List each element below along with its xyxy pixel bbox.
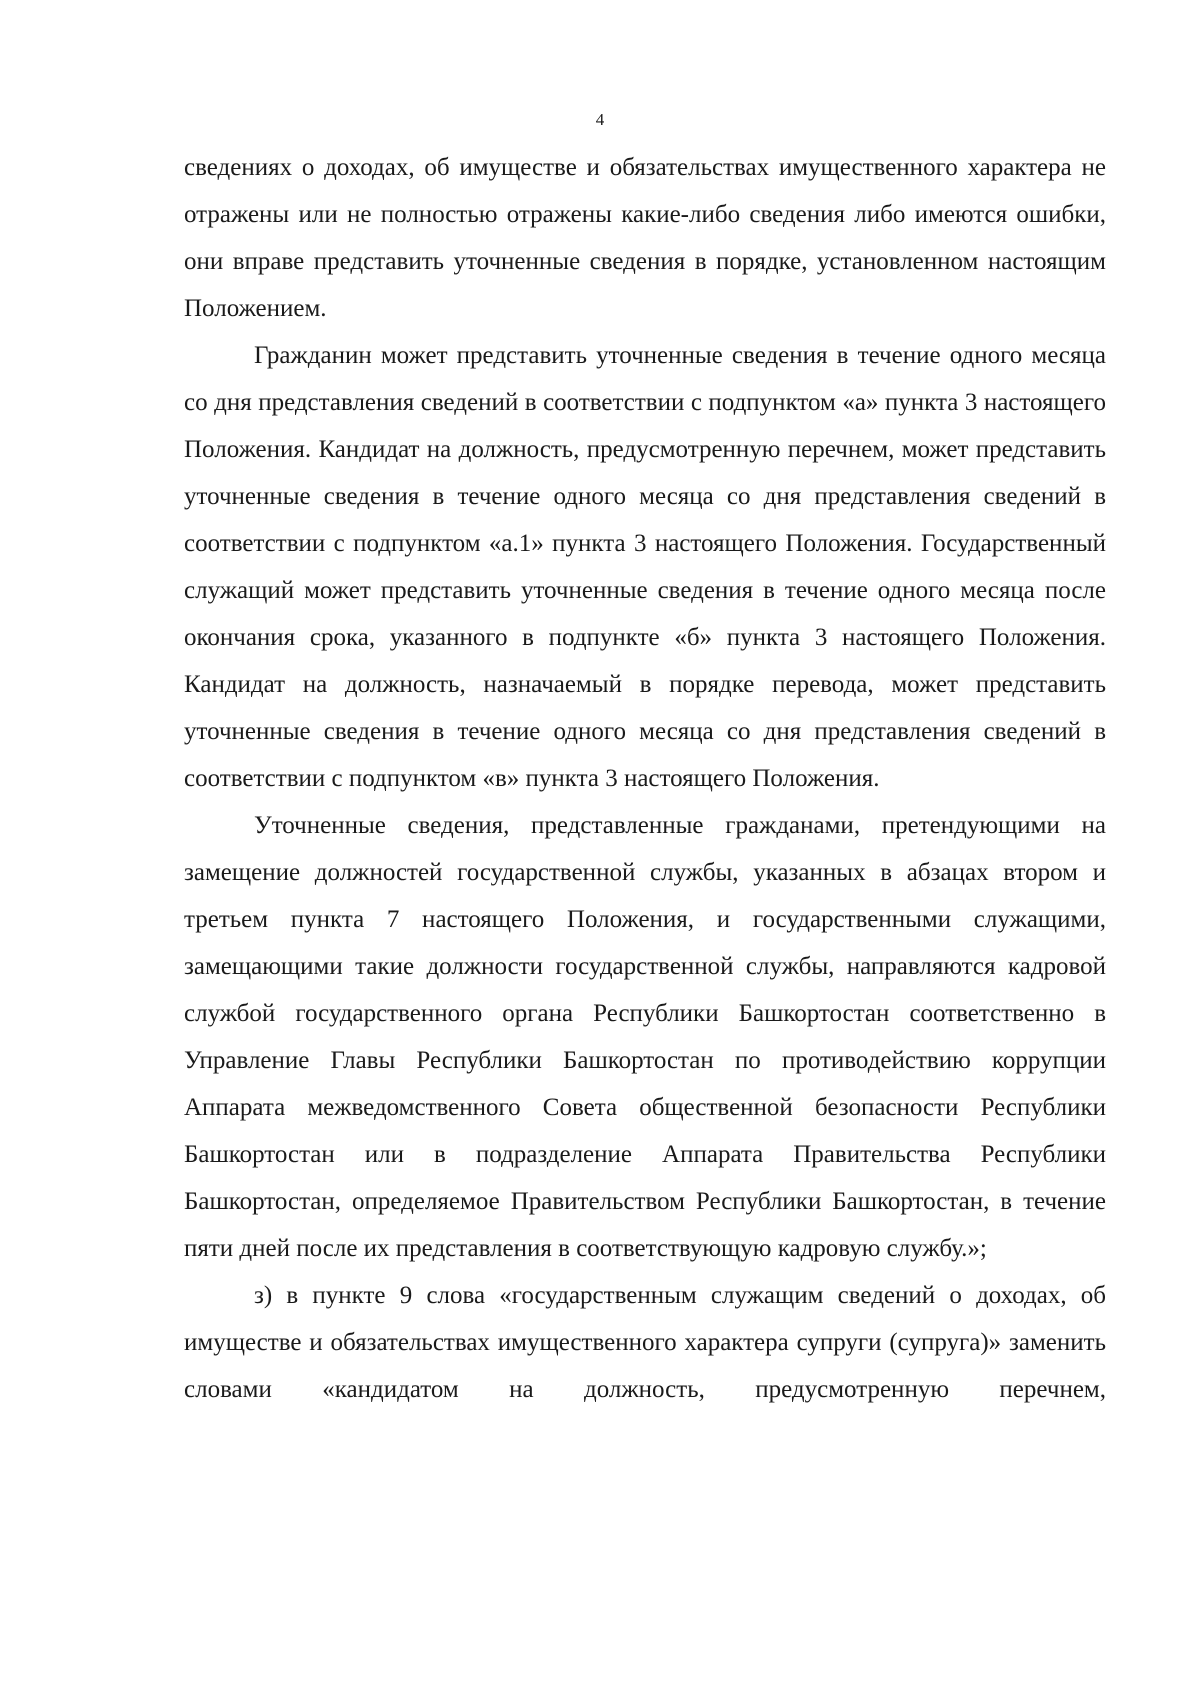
paragraph-clarification-forwarding: Уточненные сведения, представленные гражданами, претендующими на замещение должностей государственной службы, указанных в абзацах втором и третьем пункта 7 настоящего Положения, и государственными служащими, замещающими такие должности государственной службы, направляются кадровой службой государственного органа Республики Башкортостан соответственно в Управление Главы Республики Башкортостан по противодействию коррупции Аппарата межведомственного Совета общественной безопасности Республики Башкортостан или в подразделение Аппарата Правительства Республики Башкортостан, определяемое Правительством Республики Башкортостан, в течение пяти дней после их представления в соответствующую кадровую службу.»; xyxy=(184,812,1106,1262)
paragraph-clarification-deadlines: Гражданин может представить уточненные сведения в течение одного месяца со дня представления сведений в соответствии с подпунктом «а» пункта 3 настоящего Положения. Кандидат на должность, предусмотренную перечнем, может представить уточненные сведения в течение одного месяца со дня представления сведений в соответствии с подпунктом «а.1» пункта 3 настоящего Положения. Государственный служащий может представить уточненные сведения в течение одного месяца после окончания срока, указанного в подпункте «б» пункта 3 настоящего Положения. Кандидат на должность, назначаемый в порядке перевода, может представить уточненные сведения в течение одного месяца со дня представления сведений в соответствии с подпунктом «в» пункта 3 настоящего Положения. xyxy=(184,342,1106,792)
page-number: 4 xyxy=(595,110,605,129)
paragraph-item-z: з) в пункте 9 слова «государственным служащим сведений о доходах, об имуществе и обязательствах имущественного характера супруги (супруга)» заменить словами «кандидатом на должность, предусмотренную перечнем, xyxy=(184,1282,1106,1403)
paragraph-continuation: сведениях о доходах, об имуществе и обязательствах имущественного характера не отражены или не полностью отражены какие-либо сведения либо имеются ошибки, они вправе представить уточненные сведения в порядке, установленном настоящим Положением. xyxy=(184,154,1106,322)
document-body xyxy=(184,144,1106,1413)
